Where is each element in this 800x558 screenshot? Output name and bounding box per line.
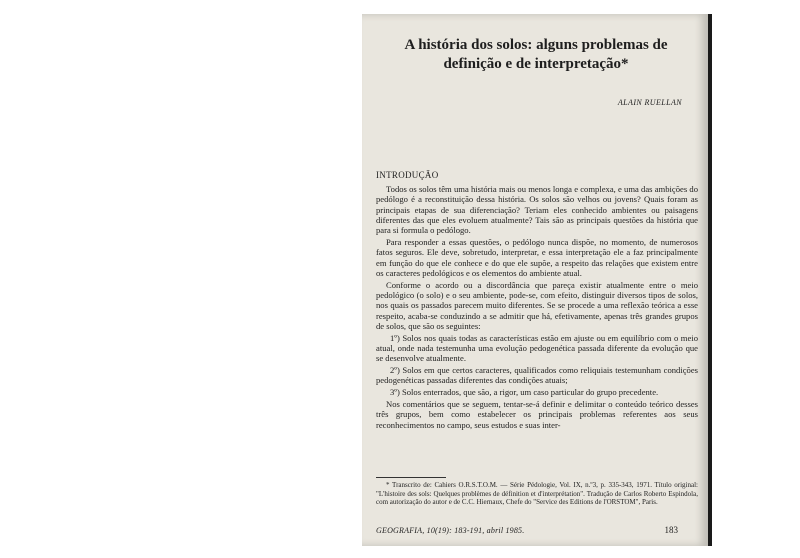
footnote-divider bbox=[376, 477, 446, 478]
footnote bbox=[376, 481, 698, 507]
list-item: 2º) Solos em que certos caracteres, qualificados como reliquiais testemunham condições pedogenéticas passadas diferentes das condições atuais; bbox=[376, 365, 698, 386]
paragraph: Nos comentários que se seguem, tentar-se-á definir e delimitar o conteúdo teórico desses três grupos, bem como estabelecer os principais problemas referentes aos seus reconhecimentos no campo, seus estudos e suas inter- bbox=[376, 398, 698, 430]
list-item: 1º) Solos nos quais todas as características estão em ajuste ou em equilíbrio com o meio atual, onde nada testemunha uma evolução pedogenética passada diferente da evolução que se desenvolve atualmente. bbox=[376, 332, 698, 364]
author-name: ALAIN RUELLAN bbox=[617, 98, 682, 107]
list-item: 3º) Solos enterrados, que são, a rigor, um caso particular do grupo precedente. bbox=[390, 387, 659, 398]
footnote-text: * Transcrito de: Cahiers O.R.S.T.O.M. — Série Pédologie, Vol. IX, n.º3, p. 335-343, 1971. Título original: "L'histoire des sols: Quelques problèmes de définition et d'interprétation". Tradução de Carlos Roberto Espindola, com autorização do autor e de C.C. Hiernaux, Chefe do "Service des Editions de l'ORSTOM", Paris. bbox=[376, 481, 698, 507]
section-heading: INTRODUÇÃO bbox=[376, 170, 439, 180]
book-page bbox=[362, 14, 712, 546]
article-title bbox=[374, 36, 698, 74]
paragraph: Conforme o acordo ou a discordância que pareça existir atualmente entre o meio pedológico (o solo) e o seu ambiente, pode-se, com efeito, distinguir diversos tipos de solos, nos quais os passados parecem muito diferentes. Se se procede a uma reflexão teórica a esse respeito, acaba-se conduzindo a se admitir que há, efetivamente, apenas três grandes grupos de solos, que são os seguintes: bbox=[376, 279, 698, 331]
title-line-2: definição e de interpretação* bbox=[443, 56, 629, 72]
title-line-1: A história dos solos: alguns problemas de bbox=[404, 37, 668, 53]
paragraph: Para responder a essas questões, o pedólogo nunca dispõe, no momento, de numerosos fatos seguros. Ele deve, sobretudo, interpretar, e essa interpretação ele a faz principalmente em função do que ele conhece e do que ele supõe, a respeito das relações que existem entre os caracteres pedológicos e os elementos do ambiente atual. bbox=[376, 236, 698, 278]
journal-citation: GEOGRAFIA, 10(19): 183-191, abril 1985. bbox=[376, 526, 525, 535]
body-text bbox=[376, 184, 698, 431]
page-number: 183 bbox=[664, 525, 678, 535]
paragraph: Todos os solos têm uma história mais ou menos longa e complexa, e uma das ambições do pedólogo é a reconstituição dessa história. Os solos são velhos ou jovens? Quais foram as principais etapas de sua diferenciação? Teriam eles conhecido ambientes ou paisagens diferentes das que eles evoluem atualmente? Tais são as principais questões da história que para si formula o pedólogo. bbox=[376, 184, 698, 236]
